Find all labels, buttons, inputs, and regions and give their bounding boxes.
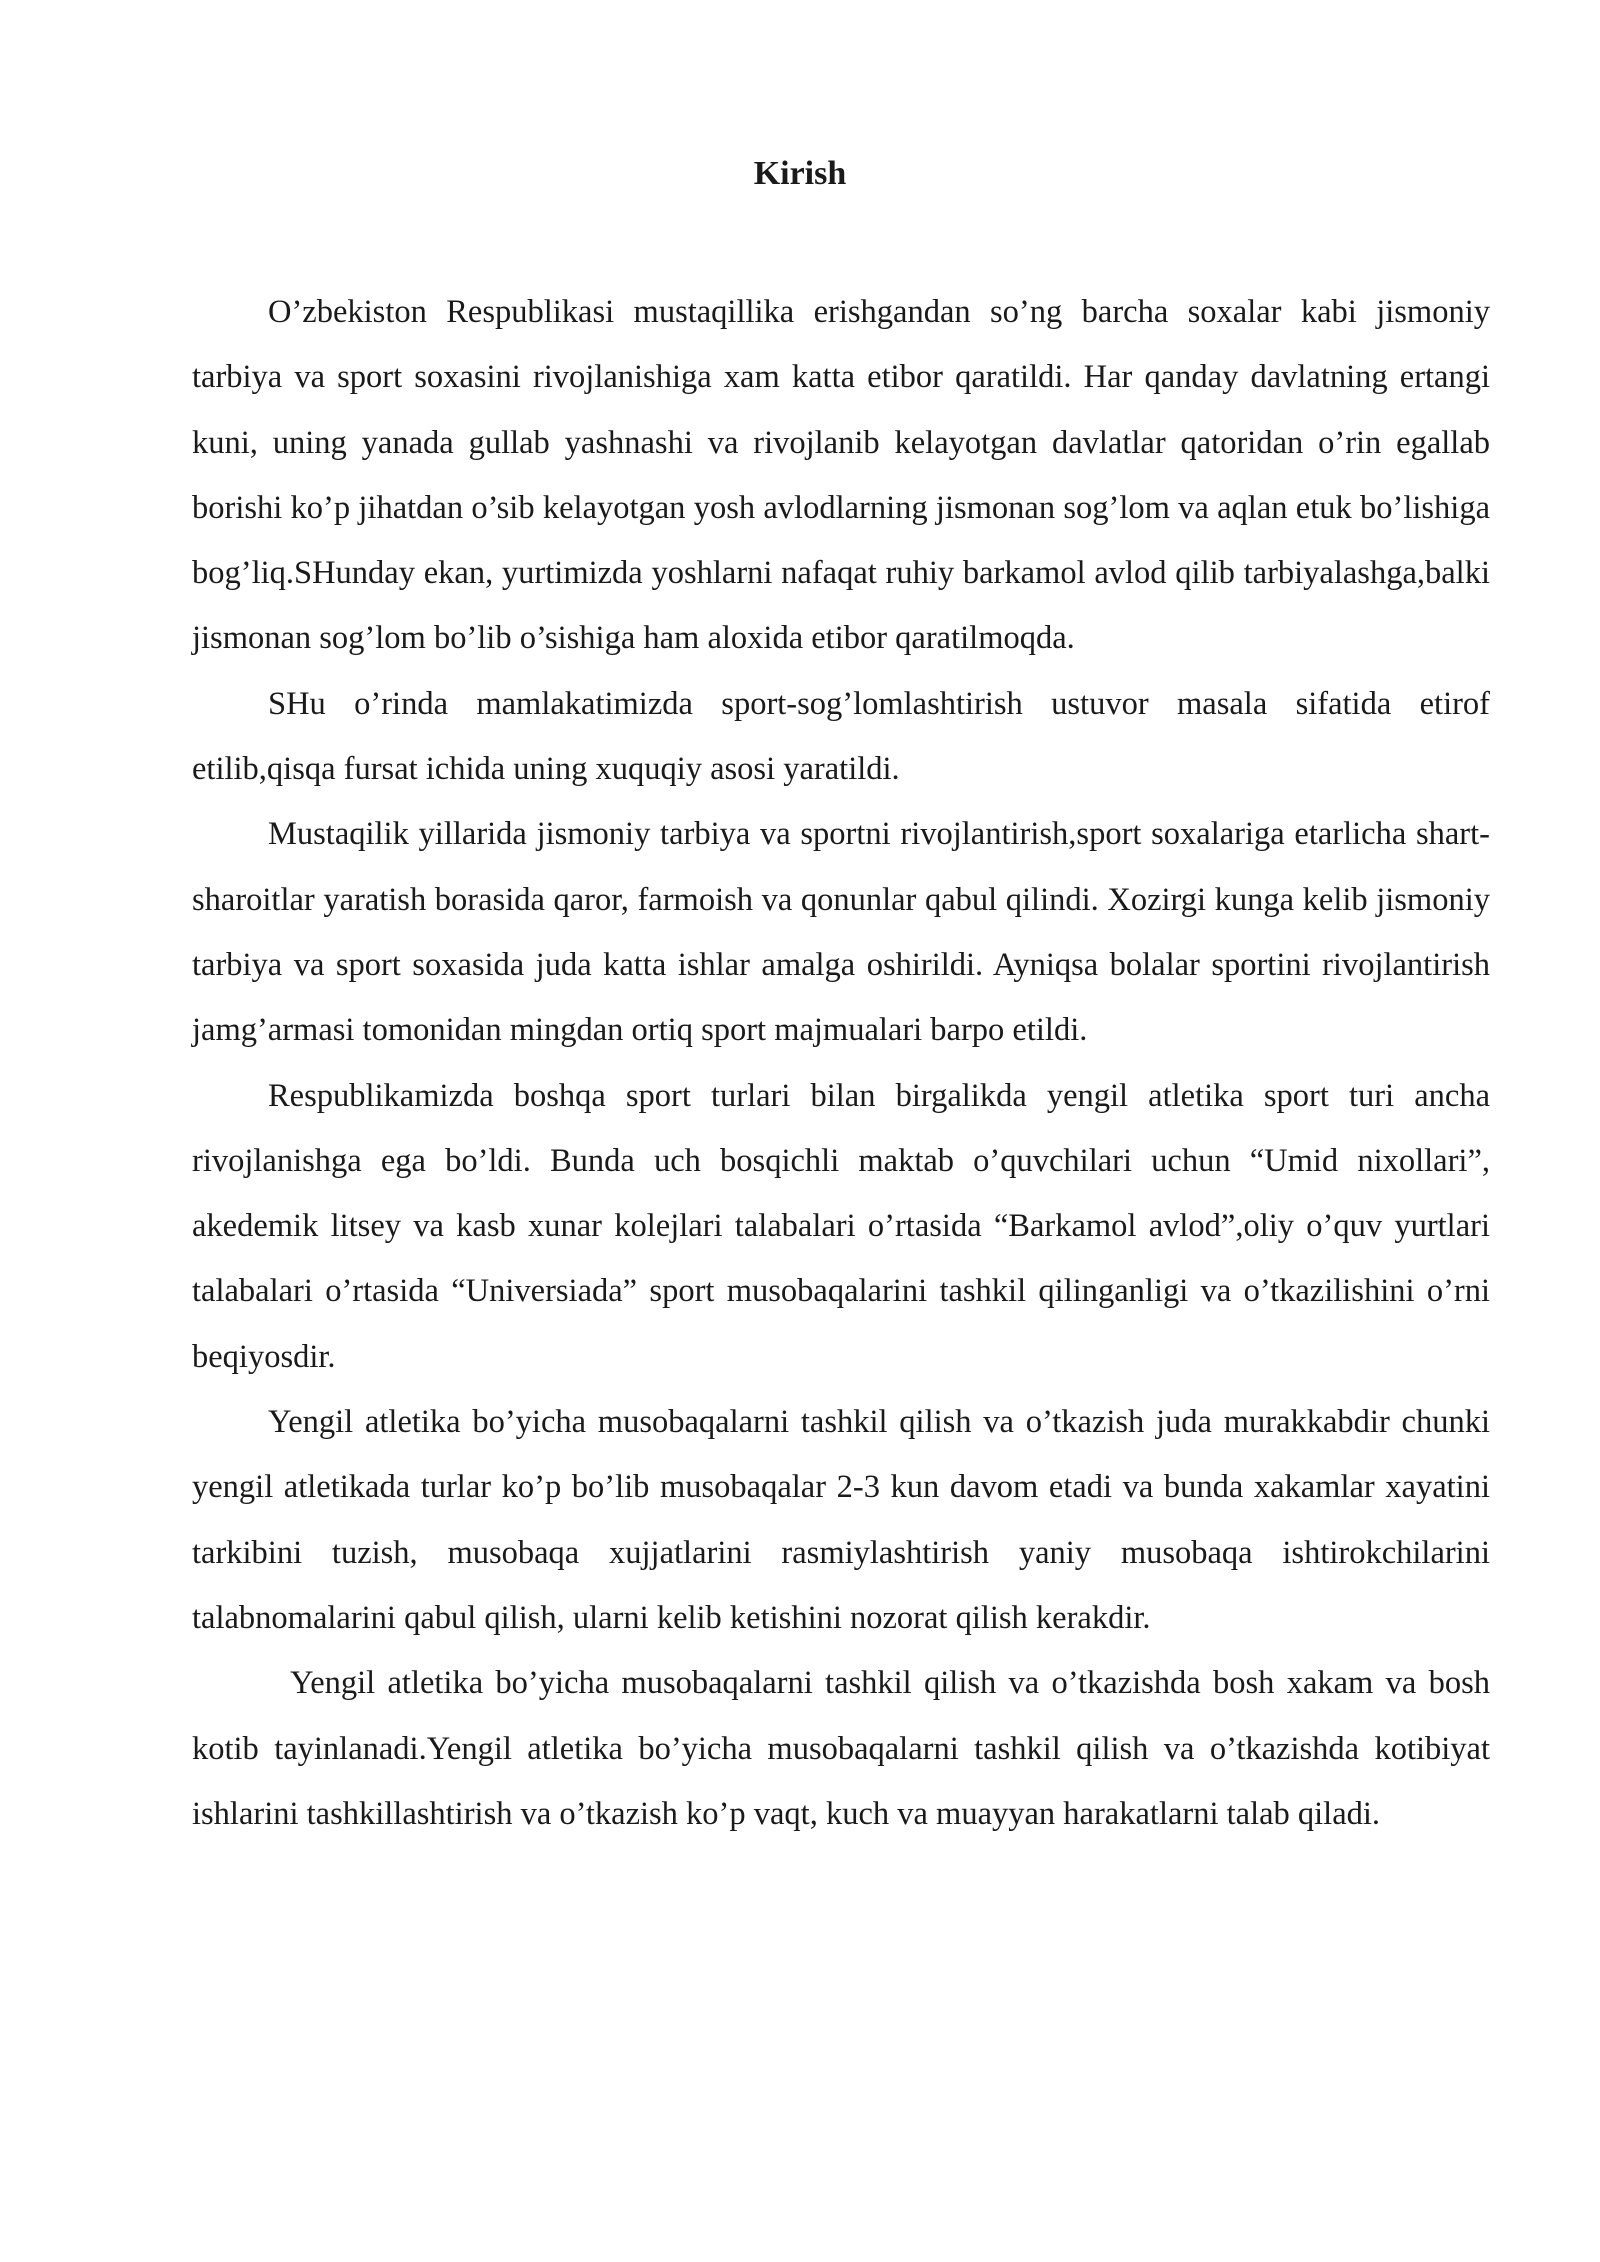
paragraph-2: SHu o’rinda mamlakatimizda sport-sog’lomlashtirish ustuvor masala sifatida etirof etilib,qisqa fursat ichida uning xuquqiy asosi yaratildi. xyxy=(192,685,1490,788)
paragraph-4: Respublikamizda boshqa sport turlari bilan birgalikda yengil atletika sport turi ancha rivojlanishga ega bo’ldi. Bunda uch bosqichli maktab o’quvchilari uchun “Umid nixollari”, akedemik litsey va kasb xunar kolejlari talabalari o’rtasida “Barkamol avlod”,oliy o’quv yurtlari talabalari o’rtasida “Universiada” sport musobaqalarini tashkil qilinganligi va o’tkazilishini o’rni beqiyosdir. xyxy=(192,1077,1490,1375)
paragraph-3: Mustaqilik yillarida jismoniy tarbiya va sportni rivojlantirish,sport soxalariga etarlicha shart-sharoitlar yaratish borasida qaror, farmoish va qonunlar qabul qilindi. Xozirgi kunga kelib jismoniy tarbiya va sport soxasida juda katta ishlar amalga oshirildi. Ayniqsa bolalar sportini rivojlantirish jamg’armasi tomonidan mingdan ortiq sport majmualari barpo etildi. xyxy=(192,816,1490,1049)
paragraph-6: Yengil atletika bo’yicha musobaqalarni tashkil qilish va o’tkazishda bosh xakam va bosh kotib tayinlanadi.Yengil atletika bo’yicha musobaqalarni tashkil qilish va o’tkazishda kotibiyat ishlarini tashkillashtirish va o’tkazish ko’p vaqt, kuch va muayyan harakatlarni talab qiladi. xyxy=(192,1665,1490,1832)
document-body xyxy=(192,280,1490,1847)
paragraph-5: Yengil atletika bo’yicha musobaqalarni tashkil qilish va o’tkazish juda murakkabdir chunki yengil atletikada turlar ko’p bo’lib musobaqalar 2-3 kun davom etadi va bunda xakamlar xayatini tarkibini tuzish, musobaqa xujjatlarini rasmiylashtirish yaniy musobaqa ishtirokchilarini talabnomalarini qabul qilish, ularni kelib ketishini nozorat qilish kerakdir. xyxy=(192,1404,1490,1636)
page-title: Kirish xyxy=(753,155,847,192)
paragraph-1: O’zbekiston Respublikasi mustaqillika erishgandan so’ng barcha soxalar kabi jismoniy tarbiya va sport soxasini rivojlanishiga xam katta etibor qaratildi. Har qanday davlatning ertangi kuni, uning yanada gullab yashnashi va rivojlanib kelayotgan davlatlar qatoridan o’rin egallab borishi ko’p jihatdan o’sib kelayotgan yosh avlodlarning jismonan sog’lom va aqlan etuk bo’lishiga bog’liq.SHunday ekan, yurtimizda yoshlarni nafaqat ruhiy barkamol avlod qilib tarbiyalashga,balki jismonan sog’lom bo’lib o’sishiga ham aloxida etibor qaratilmoqda. xyxy=(192,294,1490,657)
